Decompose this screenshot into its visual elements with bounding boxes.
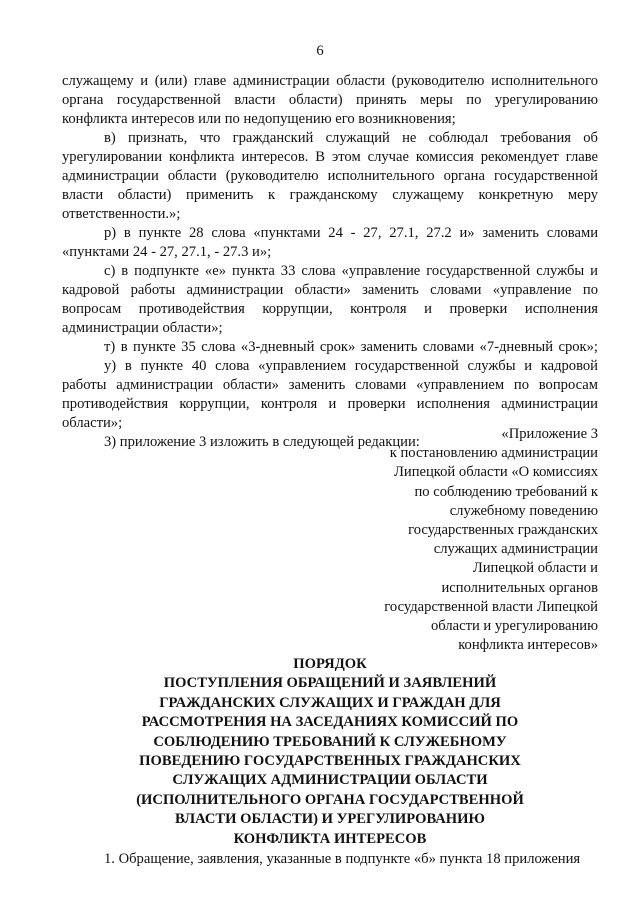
heading-line: ВЛАСТИ ОБЛАСТИ) И УРЕГУЛИРОВАНИЮ [175,811,485,828]
heading-line: ПОВЕДЕНИЮ ГОСУДАРСТВЕННЫХ ГРАЖДАНСКИХ [139,753,521,770]
appendix-line: служащих администрации [433,541,598,558]
heading-line: СЛУЖАЩИХ АДМИНИСТРАЦИИ ОБЛАСТИ [172,772,488,789]
appendix-line: «Приложение 3 [501,426,598,442]
appendix-reference [352,425,598,655]
paragraph-v: в) признать, что гражданский служащий не соблюдал требования об урегулировании конфликта интересов. В этом случае комиссия рекомендует главе администрации области (руководителю исполнительного органа государственной власти области) применить к гражданскому служащему конкретную меру ответственности.»; [62,130,598,222]
paragraph-1: 1. Обращение, заявления, указанные в подпункте «б» пункта 18 приложения [104,851,581,867]
heading-line: ГРАЖДАНСКИХ СЛУЖАЩИХ И ГРАЖДАН ДЛЯ [159,694,501,711]
paragraph-continuation: служащему и (или) главе администрации области (руководителю исполнительного органа государственной власти области) принять меры по урегулированию конфликта интересов или по недопущению его возникновения; [62,73,598,127]
page-number: 6 [316,43,324,59]
paragraph-t: т) в пункте 35 слова «3-дневный срок» заменить словами «7-дневный срок»; [104,339,598,355]
paragraph-3: 3) приложение 3 изложить в следующей редакции: [104,434,420,450]
paragraph-u: у) в пункте 40 слова «управлением государственной службы и кадровой работы администрации области» заменить словами «управлением по вопросам противодействия коррупции, контроля и проверки исполнения администрации области»; [62,358,598,431]
appendix-line: исполнительных органов [441,579,598,596]
appendix-line: государственной власти Липецкой [384,598,598,615]
paragraph-s: с) в подпункте «е» пункта 33 слова «управление государственной службы и кадровой работы администрации области» заменить словами «управление по вопросам противодействия коррупции, контроля и проверки исполнения администрации области»; [62,263,598,336]
heading-line: ПОСТУПЛЕНИЯ ОБРАЩЕНИЙ И ЗАЯВЛЕНИЙ [163,675,497,692]
body-text [62,72,598,452]
appendix-line: Липецкой области и [472,560,598,577]
appendix-line: конфликта интересов» [458,637,598,654]
heading-line: (ИСПОЛНИТЕЛЬНОГО ОРГАНА ГОСУДАРСТВЕННОЙ [136,791,524,808]
appendix-line: государственных гражданских [408,522,598,539]
heading-line: СОБЛЮДЕНИЮ ТРЕБОВАНИЙ К СЛУЖЕБНОМУ [153,733,507,750]
paragraph-r: р) в пункте 28 слова «пунктами 24 - 27, 27.1, 27.2 и» заменить словами «пунктами 24 - 27, 27.1, - 27.3 и»; [62,225,598,260]
appendix-line: области и урегулированию [431,618,598,635]
appendix-line: по соблюдению требований к [414,483,598,500]
heading-line: КОНФЛИКТА ИНТЕРЕСОВ [233,830,427,847]
section-heading [62,655,598,849]
appendix-line: Липецкой области «О комиссиях [393,464,598,481]
appendix-line: служебному поведению [449,502,598,519]
heading-line: РАССМОТРЕНИЯ НА ЗАСЕДАНИЯХ КОМИССИЙ ПО [141,714,519,731]
appendix-line: к постановлению администрации [389,445,598,462]
heading-line: ПОРЯДОК [293,656,367,672]
